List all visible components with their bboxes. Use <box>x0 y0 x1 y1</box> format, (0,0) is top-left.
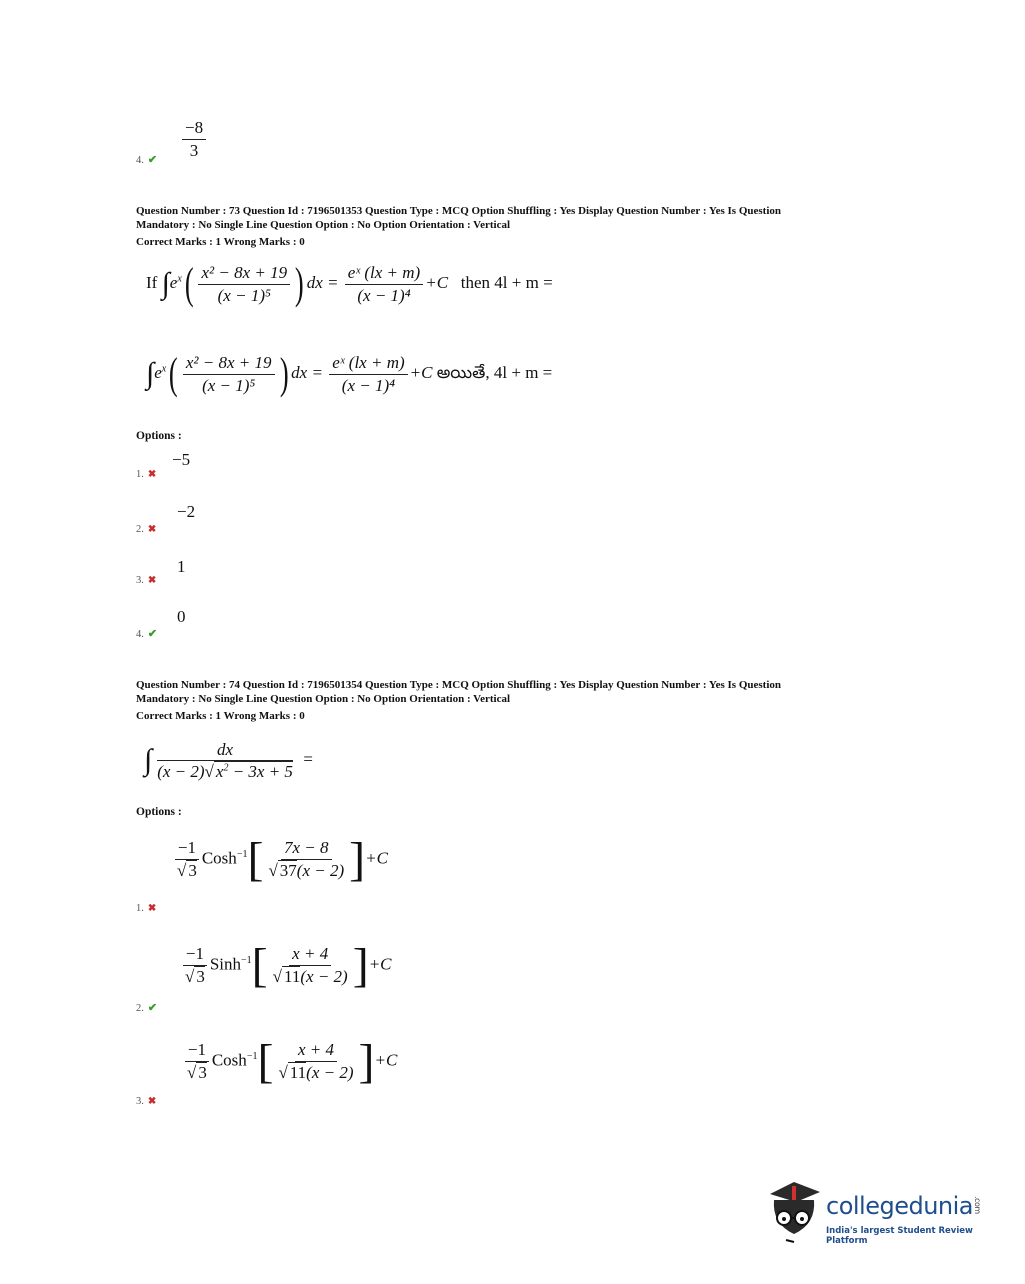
prev-option-fraction: $\frac{-8}{3}$ <box>182 118 206 160</box>
q73-question-telugu: $\int e^x$( $\frac{\text{x² − 8x + 19}}{\text{(x − 1)⁵}}$ ) dx = $\frac{\text{eˣ (lx + m)}}{\text{(x − 1)⁴}}$ +C అయితే, 4l + m = <box>146 349 553 398</box>
q73-option-1: 1. ✖ <box>136 469 157 480</box>
logo-tagline: India's largest Student Review Platform <box>826 1226 973 1246</box>
q73-options-label: Options : <box>136 430 182 442</box>
tick-icon: ✔ <box>147 628 158 640</box>
cross-icon: ✖ <box>147 524 157 535</box>
q74-meta: Question Number : 74 Question Id : 7196501354 Question Type : MCQ Option Shuffling : Yes Display Question Number : Yes Is Question Mandatory : No Single Line Question Option : No Option Orientation : Vertical Correct Marks : 1 Wrong Marks : 0 <box>136 679 781 722</box>
q74-question: ∫ $\frac{dx}{(x - 2)√ x^2 - 3x + 5}$ = <box>144 740 314 781</box>
q74-option-2-value: $\frac{-1}{√ 3}$ Sinh$^{-1}$[ $\frac{x + 4}{√ 11(x - 2)}$ ]+C <box>180 938 392 993</box>
q73-option-2-value: −2 <box>177 502 196 521</box>
q73-meta: Question Number : 73 Question Id : 7196501353 Question Type : MCQ Option Shuffling : Yes Display Question Number : Yes Is Question Mandatory : No Single Line Question Option : No Option Orientation : Vertical Correct Marks : 1 Wrong Marks : 0 <box>136 205 781 248</box>
collegedunia-logo <box>766 1178 996 1248</box>
prev-option-number: 4. ✔ <box>136 154 158 166</box>
q74-option-2: 2. ✔ <box>136 1002 158 1014</box>
q73-option-3: 3. ✖ <box>136 575 157 586</box>
cross-icon: ✖ <box>147 575 157 586</box>
q73-option-3-value: 1 <box>177 557 186 576</box>
mascot-icon <box>766 1178 824 1244</box>
logo-wordmark: collegedunia.com <box>826 1192 983 1220</box>
cross-icon: ✖ <box>147 903 157 914</box>
q74-option-1-value: $\frac{-1}{√ 3}$ Cosh$^{-1}$[ $\frac{7x - 8}{√ 37(x - 2)}$ ]+C <box>172 832 388 887</box>
q74-option-3: 3. ✖ <box>136 1096 157 1107</box>
q73-question-english: If $\int e^x$( $\frac{\text{x² − 8x + 19}}{\text{(x − 1)⁵}}$ ) dx = $\frac{\text{eˣ (lx + m)}}{\text{(x − 1)⁴}}$ +C then 4l + m = <box>146 259 553 308</box>
cross-icon: ✖ <box>147 469 157 480</box>
q74-option-3-value: $\frac{-1}{√ 3}$ Cosh$^{-1}$[ $\frac{x + 4}{√ 11(x - 2)}$ ]+C <box>182 1034 397 1089</box>
q73-option-4: 4. ✔ <box>136 628 158 640</box>
q74-option-1: 1. ✖ <box>136 903 157 914</box>
cross-icon: ✖ <box>147 1096 157 1107</box>
q73-option-1-value: −5 <box>172 450 191 469</box>
tick-icon: ✔ <box>147 1002 158 1014</box>
tick-icon: ✔ <box>147 154 158 166</box>
q73-option-4-value: 0 <box>177 607 186 626</box>
q73-option-2: 2. ✖ <box>136 524 157 535</box>
q74-options-label: Options : <box>136 806 182 818</box>
